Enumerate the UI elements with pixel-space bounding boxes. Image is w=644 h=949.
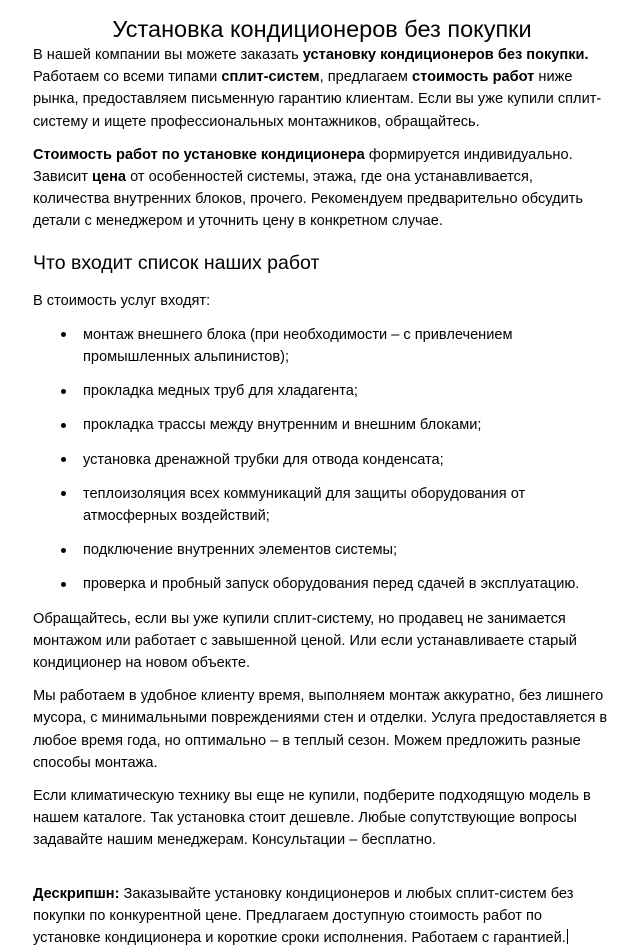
bullet-icon <box>61 423 66 428</box>
list-item-text: проверка и пробный запуск оборудования перед сдачей в эксплуатацию. <box>83 576 580 593</box>
list-item-text: подключение внутренних элементов системы; <box>83 542 398 559</box>
intro-bold-2: сплит-систем <box>221 69 320 86</box>
bullet-icon <box>61 548 66 553</box>
bullet-icon <box>61 491 66 496</box>
intro-text-2: Работаем со всеми типами <box>33 69 222 86</box>
works-list <box>33 324 612 596</box>
bullet-icon <box>61 332 66 337</box>
intro-text-3: , предлагаем <box>319 69 413 86</box>
description-label: Дескрипшн: <box>33 885 120 902</box>
list-item-text: установка дренажной трубки для отвода конденсата; <box>83 451 444 468</box>
bullet-icon <box>61 389 66 394</box>
closing-paragraph-1: Обращайтесь, если вы уже купили сплит-систему, но продавец не занимается монтажом или работает с завышенной ценой. Или если устанавливаете старый кондиционер на новом объекте. <box>33 610 577 672</box>
description-text: Заказывайте установку кондиционеров и любых сплит-систем без покупки по конкурентной цене. Предлагаем доступную стоимость работ по установке кондиционера и короткие сроки исполнения. Работаем с гарантией. <box>33 885 574 947</box>
intro-bold-3: стоимость работ <box>412 69 535 86</box>
price-bold-2: цена <box>92 169 127 186</box>
price-bold-1: Стоимость работ по установке кондиционера <box>33 146 365 163</box>
list-item <box>33 449 612 471</box>
closing-paragraph-3: Если климатическую технику вы еще не купили, подберите подходящую модель в нашем каталоге. Так установка стоит дешевле. Любые сопутствующие вопросы задавайте нашим менеджерам. Консультации – бесплатно. <box>33 788 591 849</box>
bullet-icon <box>61 457 66 462</box>
intro-paragraph <box>33 44 612 133</box>
list-item <box>33 483 612 527</box>
price-text-2: от особенностей системы, этажа, где она устанавливается, количества внутренних блоков, прочего. Рекомендуем предварительно обсудить детали с менеджером и уточнить цену в конкретном случае. <box>33 169 584 230</box>
price-paragraph <box>33 144 612 233</box>
list-item-text: прокладка медных труб для хладагента; <box>83 383 358 400</box>
list-item-text: прокладка трассы между внутренним и внешним блоками; <box>83 417 482 434</box>
list-item <box>33 324 612 368</box>
intro-text-4: ниже рынка, предоставляем письменную гарантию клиентам. Если вы уже купили сплит-систему и ищете профессиональных монтажников, обращайтесь. <box>33 69 602 130</box>
page-title: Установка кондиционеров без покупки <box>112 16 532 42</box>
closing-paragraph-2: Мы работаем в удобное клиенту время, выполняем монтаж аккуратно, без лишнего мусора, с минимальными повреждениями стен и отделки. Услуга предоставляется в любое время года, но оптимально – в теплый сезон. Можем предложить разные способы монтажа. <box>33 688 608 771</box>
description-block <box>33 883 612 949</box>
list-item <box>33 380 612 402</box>
section-heading-works: Что входит список наших работ <box>33 251 320 274</box>
price-text-1: формируется индивидуально. Зависит <box>33 146 573 186</box>
list-item-text: теплоизоляция всех коммуникаций для защиты оборудования от атмосферных воздействий; <box>83 485 526 525</box>
list-item <box>33 539 612 561</box>
text-caret <box>567 929 568 944</box>
list-item <box>33 414 612 436</box>
document-body <box>0 44 644 949</box>
intro-text-1: В нашей компании вы можете заказать <box>33 47 303 63</box>
intro-bold-1: установку кондиционеров без покупки. <box>302 47 589 63</box>
list-item-text: монтаж внешнего блока (при необходимости – с привлечением промышленных альпинистов); <box>83 326 513 366</box>
list-intro-text: В стоимость услуг входят: <box>33 292 211 309</box>
bullet-icon <box>61 582 66 587</box>
list-item <box>33 573 612 595</box>
